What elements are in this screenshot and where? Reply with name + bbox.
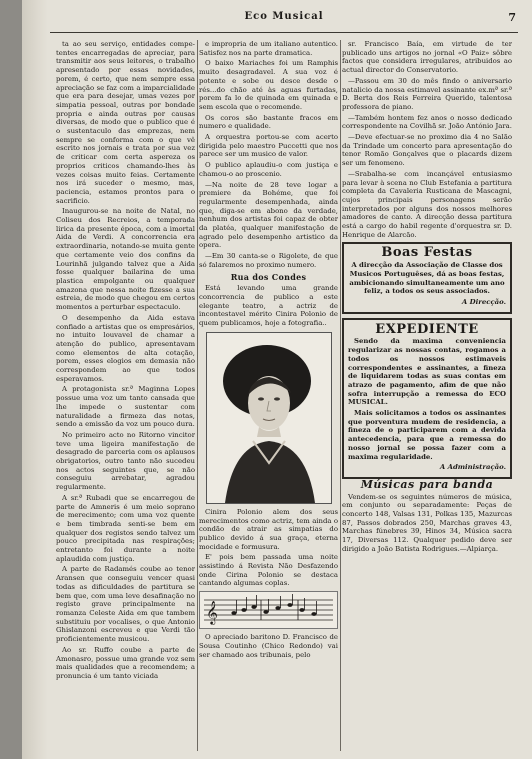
column-1	[56, 40, 195, 751]
paragraph: A protagonista sr.ª Maginna Lopes possue uma voz um tanto cansada que lhe impede o sustentar com naturalidade a firmeza das notas, sendo a emissão da voz um pouco dura.	[56, 385, 195, 429]
expediente-heading: EXPEDIENTE	[375, 321, 479, 337]
paragraph: Está levando uma grande concorrencia de publico a este elegante teatro, a actriz de incontestavel mérito Cinira Polonio de quem publicamos, hoje a fotografia..	[199, 284, 338, 328]
paragraph: —Srabalha-se com incançável entusiasmo para levar à scena no Club Estefania a partitura completa da Cavaleria Rusticana de Mascagni, cujos principais personagens serão interpretados por alguns dos nossos melhores amadores de canto. A direcção dessa partitura está a cargo do habil regente d'orquestra sr. D. Henrique de Alarcão.	[342, 169, 512, 239]
boas-festas-body: A direcção da Associação de Classe dos Musicos Portuguêses, dá as boas festas, ambicionando simultaneamente um ano feliz, a todos os seus associados.	[349, 261, 505, 296]
music-staff-ornament	[199, 591, 338, 629]
paragraph: O baixo Mariaches foi um Ramphis muito desagradavel. A sua voz é potente e sobe ou desce desde o rés...do chão até às aguas furtadas, porem fa lo de quinada em quinada e sem escola que o recomende.	[199, 59, 338, 111]
column-divider	[197, 40, 198, 751]
paragraph: Cinira Polonio alem dos seus merecimentos como actriz, tem ainda o condão de atrair as simpatias do publico devido á sua graça, eterna mocidade e formusura.	[199, 507, 338, 551]
paragraph: No primeiro acto no Ritorno vincitor teve uma ligeira manifestação de desagrado de parceria com os aplausos obrigatorios, outro tanto não sucedeu nos actos seguintes que, se não conseguiu arrebatar, agradou regularmente.	[56, 430, 195, 492]
musicas-heading: Músicas para banda	[360, 477, 494, 491]
paragraph: O publico aplaudiu-o com justiça e chamou-o ao proscenio.	[199, 161, 338, 178]
paragraph: Inaugurou-se na noite de Natal, no Coliseu dos Recreios, a temporada lirica da presente época, com a imortal Aida de Verdi. A concorrencia era extraordinaria, notando-se muita gente que certamente veio dos confins da Lourinhã julgando talvez que a Aida fosse qualquer bailarina de uma plastica empolgante ou qualquer amazona que nessa noite fizesse a sua estreia, de modo que chegou em certos momentos a perturbar espectaculo.	[56, 207, 195, 312]
expediente-body-1: Sendo da maxima conveniencia regularizar as nossas contas, rogamos a todos os nossos estimaveis correspondentes e assinantes, a fineza de liquidarem todas as suas contas em atrazo de pagamento, afim de que não sofra interrupção a remessa do ECO MUSICAL.	[348, 337, 506, 407]
paragraph: —Na noite de 28 teve logar a premiere da Bohéme, que foi regularmente desempenhada, ainda que, diga-se em abono da verdade, nenhum dos artistas foi capaz de obter da platéa, qualquer manifestação de agrado pelo desempenho artistico da opera.	[199, 180, 338, 250]
expediente-signature: A Administração.	[439, 463, 506, 472]
column-3	[342, 40, 512, 751]
boas-festas-heading: Boas Festas	[381, 245, 473, 261]
paragraph: Os coros são bastante fracos em numero e qualidade.	[199, 113, 338, 131]
boas-festas-notice	[342, 242, 512, 313]
paragraph: e impropria de um italiano autentico. Satisfez nos na parte dramatica.	[199, 40, 338, 57]
boas-festas-signature: A Direcção.	[461, 297, 506, 306]
musicas-body: Vendem-se os seguintes números de música, em conjunto ou separadamente: Peças de concerto 148, Valsas 131, Polkas 135, Mazurcas 87, Passos dobrados 250, Marchas graves 43, Marchas fúnebres 39, Hinos 34, Música sacra 17, Diversas 112. Qualquer pedido deve ser dirigido a João Batista Rodrigues.—Alpiarça.	[342, 492, 512, 553]
page-header	[50, 2, 518, 33]
paragraph: ta ao seu serviço, entidades compe-tentes encarregadas de apreciar, para transmitir aos seus leitores, o trabalho apresentado por essas novidades, porem, é certo, que nem sempre essa apreciação se faz com a imparcialidade que era para desejar, umas vezes por simpatia pessoal, outras por bondade propria e ainda outras por causas diversas, de modo que o publico que é o sustentaculo das emprezas, nem sempre se conforma com o que vê escrito nos jornais e trata por sua vez de criticar com certa aspereza os proprios criticos chamando-lhes às vezes coisas muito feias. Certamente nos irá suceder o mesmo, mas, paciencia, estamos prontos para o sacrificio.	[56, 40, 195, 205]
actress-portrait-photo	[206, 332, 332, 504]
expediente-notice	[342, 318, 512, 479]
page-number: 7	[508, 11, 516, 24]
svg-text:𝄞: 𝄞	[206, 600, 218, 625]
paragraph: O apreciado baritono D. Francisco de Sousa Coutinho (Chico Redondo) vai ser chamado aos tribunais, pelo	[199, 633, 338, 659]
paragraph: sr. Francisco Baía, em virtude de ter publicado uns artigos no jornal «O Paiz» sôbre factos que considera irregulares, atribuidos ao actual director do Conservatorio.	[342, 40, 512, 75]
paragraph: A sr.ª Rubadi que se encarregou de parte de Amneris é um meio soprano de merecimento; com uma voz quente e bem timbrada senti-se bem em qualquer dos registos sendo talvez um pouco precipitada nas respirações; entretanto foi durante a noite aplaudida com justiça.	[56, 493, 195, 563]
column-2	[199, 40, 338, 751]
paragraph: A orquestra portou-se com acerto dirigida pelo maestro Puccetti que nos parece ser um musico de valor.	[199, 133, 338, 159]
column-divider	[340, 40, 341, 751]
portrait-illustration	[207, 333, 331, 503]
paragraph: E' pois bem passada uma noite assistindo á Revista Não Desfazendo onde Cirina Polonio se destaca cantando algumas coplas.	[199, 553, 338, 588]
music-notation-illustration	[200, 592, 337, 628]
paragraph: O desempenho da Aida estava confiado a artistas que os empresários, no intuito louvavel de chamar a atenção do publico, apresentavam como elementos de alta cotação, porem, esses elogios em demasia não correspondem ao que todos esperavamos.	[56, 313, 195, 383]
paragraph: —Em 30 canta-se o Rigolete, de que só falaremos no proximo numero.	[199, 252, 338, 269]
paragraph: A parte de Radamés coube ao tenor Aransen que conseguiu vencer quasi todas as dificuldades de partitura se bem que, com uma leve desafinação no registo grave principalmente na romanza Celeste Aida em que tambem substituiu por vocalises, o que Antonio Ghislanzoni escreveu e que Verdi tão proficientemente musicou.	[56, 565, 195, 644]
paragraph: Ao sr. Ruffo coube a parte de Amonasro, possue uma grande voz sem mais qualidades que a recomendem; a pronuncia é um tanto viciada	[56, 645, 195, 680]
newspaper-title: Eco Musical	[244, 11, 324, 22]
paragraph: —Deve efectuar-se no proximo dia 4 no Salão da Trindade um concerto para apresentação do tenor Romão Gonçalves que o placards dizem ser um fenomeno.	[342, 133, 512, 168]
page-binding-edge	[22, 0, 48, 759]
paragraph: —Passou em 30 do mês findo o aniversario natalicio da nossa estimavel assinante ex.mª sr.ª D. Berta dos Reis Ferreira Querido, talentosa professora de piano.	[342, 76, 512, 111]
paragraph: —Também hontem fez anos o nosso dedicado correspondente na Covilhã sr. João António Jara.	[342, 113, 512, 131]
section-heading-rua-condes: Rua dos Condes	[230, 271, 307, 282]
expediente-body-2: Mais solicitamos a todos os assinantes que porventura mudem de residencia, a fineza de o participarem com a devida antecedencia, para que a remessa do nosso jornal se possa fazer com a maxima regularidade.	[348, 409, 506, 461]
